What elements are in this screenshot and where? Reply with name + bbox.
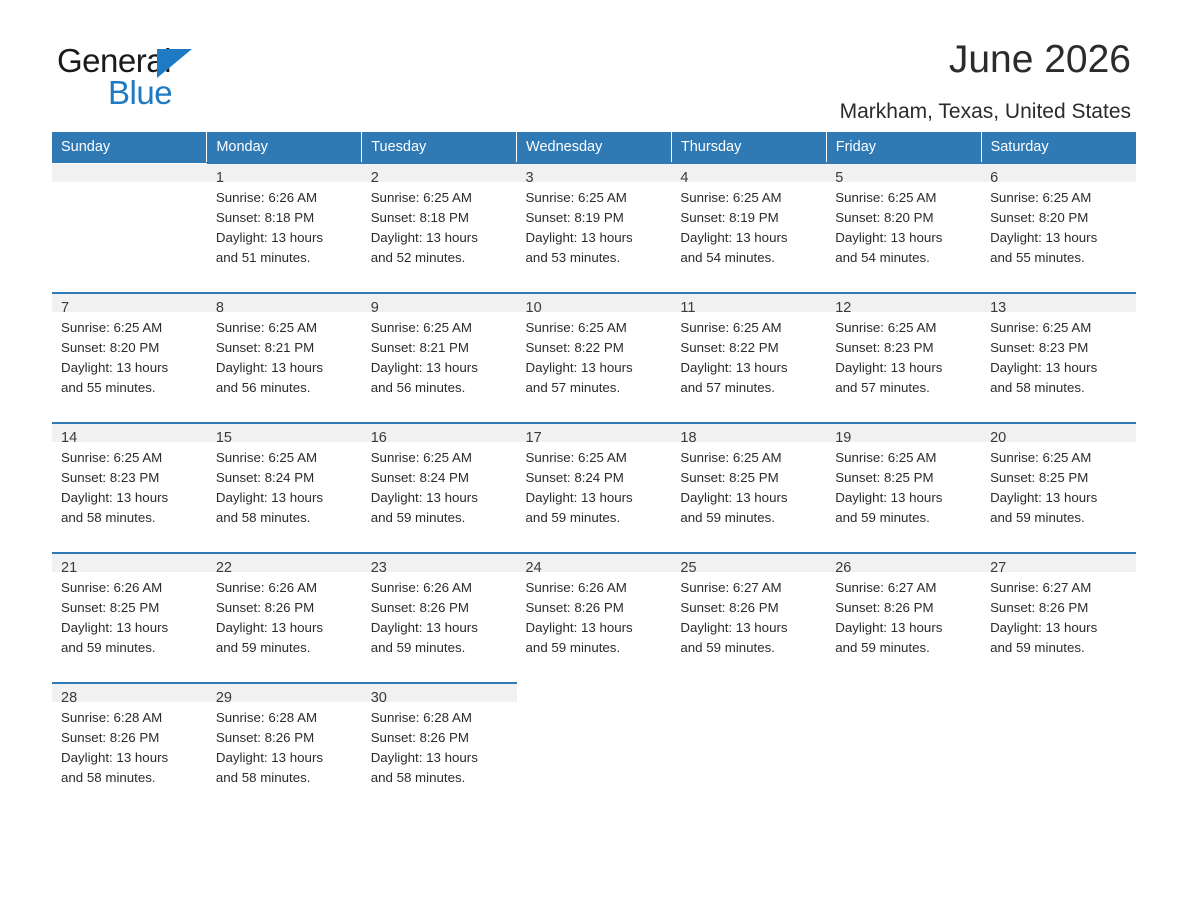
daylight-text: Daylight: 13 hours (370, 360, 478, 375)
weekday-header-sunday: Sunday (52, 132, 207, 163)
day-number: 5 (826, 164, 981, 182)
calendar-day-cell[interactable] (207, 293, 362, 412)
week-spacer-cell (52, 672, 1136, 683)
calendar-day-cell[interactable] (362, 163, 517, 282)
sunset-text: Sunset: 8:23 PM (61, 470, 160, 485)
sunrise-text: Sunrise: 6:28 AM (61, 710, 163, 725)
daylight-text: Daylight: 13 hours (215, 490, 324, 505)
calendar-day-cell[interactable] (362, 293, 517, 412)
sunrise-text: Sunrise: 6:25 AM (215, 450, 318, 465)
daylight-text-cont: and 59 minutes. (680, 640, 775, 655)
daylight-text-cont: and 59 minutes. (525, 510, 621, 525)
weekday-header-saturday: Saturday (981, 132, 1136, 163)
day-sun-info (207, 702, 362, 788)
sunset-text: Sunset: 8:26 PM (835, 600, 934, 615)
sunrise-text: Sunrise: 6:28 AM (370, 710, 472, 725)
daylight-text-cont: and 59 minutes. (370, 640, 466, 655)
sunset-text: Sunset: 8:23 PM (835, 340, 934, 355)
calendar-day-cell[interactable] (517, 293, 672, 412)
daylight-text-cont: and 56 minutes. (370, 380, 466, 395)
calendar-day-cell[interactable] (981, 293, 1136, 412)
calendar-day-cell[interactable] (671, 553, 826, 672)
generalblue-logo (57, 42, 317, 112)
daylight-text-cont: and 59 minutes. (525, 640, 621, 655)
daylight-text: Daylight: 13 hours (215, 750, 324, 765)
day-number: 26 (826, 554, 981, 572)
day-sun-info (362, 182, 517, 268)
day-sun-info (517, 442, 672, 528)
daylight-text-cont: and 59 minutes. (835, 510, 930, 525)
daylight-text: Daylight: 13 hours (990, 620, 1098, 635)
daylight-text: Daylight: 13 hours (61, 750, 169, 765)
day-number: 22 (207, 554, 362, 572)
calendar-day-cell[interactable] (517, 163, 672, 282)
day-number: 20 (981, 424, 1136, 442)
daylight-text: Daylight: 13 hours (61, 360, 169, 375)
day-sun-info (671, 312, 826, 398)
sunrise-text: Sunrise: 6:25 AM (835, 450, 937, 465)
daylight-text: Daylight: 13 hours (370, 620, 478, 635)
sunset-text: Sunset: 8:26 PM (215, 730, 315, 745)
calendar-week-row (52, 163, 1136, 282)
daylight-text-cont: and 59 minutes. (61, 640, 156, 655)
daylight-text-cont: and 51 minutes. (215, 250, 311, 265)
calendar-head (52, 132, 1136, 163)
week-spacer-cell (52, 542, 1136, 553)
weekday-header-friday: Friday (826, 132, 981, 163)
sunrise-text: Sunrise: 6:25 AM (835, 190, 937, 205)
day-sun-info (52, 442, 207, 528)
day-number (826, 684, 981, 702)
daylight-text: Daylight: 13 hours (990, 230, 1098, 245)
sunset-text: Sunset: 8:25 PM (990, 470, 1089, 485)
sunset-text: Sunset: 8:25 PM (680, 470, 779, 485)
daylight-text: Daylight: 13 hours (680, 230, 788, 245)
daylight-text: Daylight: 13 hours (990, 490, 1098, 505)
day-sun-info (362, 702, 517, 788)
sunrise-text: Sunrise: 6:28 AM (215, 710, 318, 725)
sunrise-text: Sunrise: 6:25 AM (835, 320, 937, 335)
calendar-day-cell[interactable] (207, 553, 362, 672)
calendar-body (52, 163, 1136, 802)
calendar-empty-cell (517, 683, 672, 802)
sunset-text: Sunset: 8:18 PM (215, 210, 315, 225)
daylight-text: Daylight: 13 hours (680, 620, 788, 635)
calendar-day-cell[interactable] (671, 163, 826, 282)
day-sun-info (517, 572, 672, 658)
day-sun-info (362, 312, 517, 398)
day-number: 8 (207, 294, 362, 312)
sunrise-text: Sunrise: 6:25 AM (370, 320, 472, 335)
calendar-day-cell[interactable] (981, 423, 1136, 542)
daylight-text: Daylight: 13 hours (61, 620, 169, 635)
day-sun-info (981, 572, 1136, 658)
daylight-text-cont: and 57 minutes. (835, 380, 930, 395)
sunrise-text: Sunrise: 6:25 AM (370, 450, 472, 465)
day-number: 2 (362, 164, 517, 182)
weekday-header-thursday: Thursday (671, 132, 826, 163)
sunset-text: Sunset: 8:21 PM (215, 340, 315, 355)
day-sun-info (981, 312, 1136, 398)
day-number: 15 (207, 424, 362, 442)
calendar-day-cell[interactable] (981, 163, 1136, 282)
day-number: 7 (52, 294, 207, 312)
calendar-day-cell[interactable] (207, 683, 362, 802)
daylight-text-cont: and 55 minutes. (61, 380, 156, 395)
sunset-text: Sunset: 8:20 PM (990, 210, 1089, 225)
calendar-empty-cell (981, 683, 1136, 802)
calendar-day-cell[interactable] (52, 553, 207, 672)
day-sun-info (671, 182, 826, 268)
calendar-empty-cell (671, 683, 826, 802)
sunset-text: Sunset: 8:20 PM (835, 210, 934, 225)
day-number: 14 (52, 424, 207, 442)
sunset-text: Sunset: 8:26 PM (525, 600, 624, 615)
logo-text-general: General (57, 42, 171, 79)
daylight-text-cont: and 58 minutes. (215, 770, 311, 785)
calendar-day-cell[interactable] (362, 683, 517, 802)
day-sun-info (671, 442, 826, 528)
daylight-text: Daylight: 13 hours (835, 360, 943, 375)
day-number: 1 (207, 164, 362, 182)
calendar-day-cell[interactable] (981, 553, 1136, 672)
sunset-text: Sunset: 8:19 PM (680, 210, 779, 225)
day-number: 24 (517, 554, 672, 572)
sunrise-text: Sunrise: 6:25 AM (525, 450, 627, 465)
logo-text-blue: Blue (108, 74, 173, 111)
calendar-table (52, 132, 1136, 802)
calendar-week-row (52, 423, 1136, 542)
day-sun-info (517, 182, 672, 268)
daylight-text: Daylight: 13 hours (215, 360, 324, 375)
day-number (517, 684, 672, 702)
day-number: 21 (52, 554, 207, 572)
weekday-header-row (52, 132, 1136, 163)
sunset-text: Sunset: 8:22 PM (680, 340, 779, 355)
week-spacer (52, 282, 1136, 293)
week-spacer-cell (52, 412, 1136, 423)
calendar-day-cell[interactable] (671, 423, 826, 542)
daylight-text: Daylight: 13 hours (525, 230, 633, 245)
daylight-text: Daylight: 13 hours (680, 490, 788, 505)
sunset-text: Sunset: 8:22 PM (525, 340, 624, 355)
week-spacer (52, 542, 1136, 553)
day-number: 16 (362, 424, 517, 442)
day-number: 3 (517, 164, 672, 182)
day-sun-info (362, 572, 517, 658)
sunset-text: Sunset: 8:26 PM (370, 730, 469, 745)
calendar-day-cell[interactable] (207, 423, 362, 542)
day-sun-info (671, 572, 826, 658)
sunset-text: Sunset: 8:21 PM (370, 340, 469, 355)
sunset-text: Sunset: 8:25 PM (61, 600, 160, 615)
week-spacer (52, 672, 1136, 683)
day-number: 18 (671, 424, 826, 442)
day-sun-info (207, 182, 362, 268)
day-number: 19 (826, 424, 981, 442)
daylight-text-cont: and 52 minutes. (370, 250, 466, 265)
sunset-text: Sunset: 8:26 PM (215, 600, 315, 615)
weekday-header-wednesday: Wednesday (517, 132, 672, 163)
day-sun-info (981, 442, 1136, 528)
daylight-text-cont: and 58 minutes. (61, 770, 156, 785)
daylight-text: Daylight: 13 hours (370, 490, 478, 505)
sunrise-text: Sunrise: 6:25 AM (525, 320, 627, 335)
day-number (52, 164, 207, 182)
page-title: June 2026 (948, 38, 1131, 81)
sunrise-text: Sunrise: 6:25 AM (680, 450, 782, 465)
sunset-text: Sunset: 8:19 PM (525, 210, 624, 225)
daylight-text-cont: and 54 minutes. (835, 250, 930, 265)
calendar-day-cell[interactable] (362, 423, 517, 542)
weekday-header-monday: Monday (207, 132, 362, 163)
daylight-text: Daylight: 13 hours (370, 230, 478, 245)
sunrise-text: Sunrise: 6:25 AM (680, 320, 782, 335)
calendar-empty-cell (52, 163, 207, 282)
daylight-text-cont: and 56 minutes. (215, 380, 311, 395)
daylight-text: Daylight: 13 hours (215, 230, 324, 245)
day-number (671, 684, 826, 702)
daylight-text: Daylight: 13 hours (835, 490, 943, 505)
day-sun-info (362, 442, 517, 528)
daylight-text: Daylight: 13 hours (835, 230, 943, 245)
sunset-text: Sunset: 8:26 PM (61, 730, 160, 745)
daylight-text-cont: and 58 minutes. (61, 510, 156, 525)
sunrise-text: Sunrise: 6:26 AM (370, 580, 472, 595)
sunrise-text: Sunrise: 6:25 AM (370, 190, 472, 205)
daylight-text-cont: and 59 minutes. (990, 640, 1085, 655)
sunrise-text: Sunrise: 6:25 AM (680, 190, 782, 205)
sunset-text: Sunset: 8:23 PM (990, 340, 1089, 355)
sunset-text: Sunset: 8:26 PM (370, 600, 469, 615)
sunset-text: Sunset: 8:24 PM (370, 470, 469, 485)
sunrise-text: Sunrise: 6:25 AM (990, 320, 1092, 335)
day-sun-info (826, 572, 981, 658)
sunrise-text: Sunrise: 6:26 AM (525, 580, 627, 595)
day-number: 10 (517, 294, 672, 312)
daylight-text: Daylight: 13 hours (990, 360, 1098, 375)
calendar-day-cell[interactable] (362, 553, 517, 672)
calendar-day-cell[interactable] (517, 423, 672, 542)
weekday-header-tuesday: Tuesday (362, 132, 517, 163)
sunrise-text: Sunrise: 6:25 AM (990, 190, 1092, 205)
sunrise-text: Sunrise: 6:26 AM (215, 580, 318, 595)
daylight-text: Daylight: 13 hours (525, 490, 633, 505)
sunrise-text: Sunrise: 6:25 AM (990, 450, 1092, 465)
day-number: 6 (981, 164, 1136, 182)
week-spacer (52, 412, 1136, 423)
daylight-text: Daylight: 13 hours (61, 490, 169, 505)
calendar-week-row (52, 553, 1136, 672)
sunrise-text: Sunrise: 6:26 AM (61, 580, 163, 595)
daylight-text-cont: and 55 minutes. (990, 250, 1085, 265)
day-number: 17 (517, 424, 672, 442)
calendar-day-cell[interactable] (52, 293, 207, 412)
sunset-text: Sunset: 8:20 PM (61, 340, 160, 355)
day-sun-info (207, 442, 362, 528)
day-sun-info (826, 312, 981, 398)
sunrise-text: Sunrise: 6:25 AM (61, 450, 163, 465)
daylight-text-cont: and 58 minutes. (370, 770, 466, 785)
daylight-text-cont: and 59 minutes. (680, 510, 775, 525)
calendar-day-cell[interactable] (671, 293, 826, 412)
daylight-text-cont: and 58 minutes. (215, 510, 311, 525)
day-number: 27 (981, 554, 1136, 572)
day-number: 13 (981, 294, 1136, 312)
calendar-day-cell[interactable] (826, 423, 981, 542)
week-spacer-cell (52, 282, 1136, 293)
daylight-text: Daylight: 13 hours (835, 620, 943, 635)
day-sun-info (52, 702, 207, 788)
sunrise-text: Sunrise: 6:27 AM (680, 580, 782, 595)
daylight-text-cont: and 53 minutes. (525, 250, 621, 265)
location-subtitle: Markham, Texas, United States (839, 100, 1131, 123)
daylight-text: Daylight: 13 hours (215, 620, 324, 635)
daylight-text: Daylight: 13 hours (370, 750, 478, 765)
daylight-text-cont: and 57 minutes. (680, 380, 775, 395)
day-sun-info (52, 572, 207, 658)
calendar-week-row (52, 293, 1136, 412)
day-sun-info (52, 312, 207, 398)
day-sun-info (826, 182, 981, 268)
calendar-day-cell[interactable] (207, 163, 362, 282)
day-number: 11 (671, 294, 826, 312)
day-number: 12 (826, 294, 981, 312)
daylight-text: Daylight: 13 hours (525, 360, 633, 375)
sunset-text: Sunset: 8:24 PM (215, 470, 315, 485)
day-number: 23 (362, 554, 517, 572)
daylight-text-cont: and 59 minutes. (990, 510, 1085, 525)
sunrise-text: Sunrise: 6:27 AM (835, 580, 937, 595)
day-sun-info (207, 572, 362, 658)
day-number: 9 (362, 294, 517, 312)
day-number: 4 (671, 164, 826, 182)
daylight-text-cont: and 54 minutes. (680, 250, 775, 265)
sunset-text: Sunset: 8:24 PM (525, 470, 624, 485)
daylight-text-cont: and 59 minutes. (370, 510, 466, 525)
day-number: 28 (52, 684, 207, 702)
day-sun-info (826, 442, 981, 528)
calendar-empty-cell (826, 683, 981, 802)
sunset-text: Sunset: 8:18 PM (370, 210, 469, 225)
day-sun-info (517, 312, 672, 398)
daylight-text: Daylight: 13 hours (680, 360, 788, 375)
calendar-day-cell[interactable] (826, 553, 981, 672)
daylight-text-cont: and 57 minutes. (525, 380, 621, 395)
calendar-week-row (52, 683, 1136, 802)
sunrise-text: Sunrise: 6:27 AM (990, 580, 1092, 595)
calendar-day-cell[interactable] (826, 293, 981, 412)
day-sun-info (207, 312, 362, 398)
sunset-text: Sunset: 8:26 PM (680, 600, 779, 615)
day-number (981, 684, 1136, 702)
daylight-text-cont: and 59 minutes. (835, 640, 930, 655)
sunrise-text: Sunrise: 6:25 AM (61, 320, 163, 335)
sunset-text: Sunset: 8:26 PM (990, 600, 1089, 615)
calendar-day-cell[interactable] (52, 683, 207, 802)
daylight-text-cont: and 58 minutes. (990, 380, 1085, 395)
daylight-text: Daylight: 13 hours (525, 620, 633, 635)
day-number: 30 (362, 684, 517, 702)
calendar-day-cell[interactable] (826, 163, 981, 282)
calendar-day-cell[interactable] (52, 423, 207, 542)
calendar-day-cell[interactable] (517, 553, 672, 672)
sunrise-text: Sunrise: 6:25 AM (525, 190, 627, 205)
sunset-text: Sunset: 8:25 PM (835, 470, 934, 485)
page-header (52, 0, 1136, 123)
day-number: 25 (671, 554, 826, 572)
daylight-text-cont: and 59 minutes. (215, 640, 311, 655)
sunrise-text: Sunrise: 6:26 AM (215, 190, 318, 205)
sunrise-text: Sunrise: 6:25 AM (215, 320, 318, 335)
day-number: 29 (207, 684, 362, 702)
day-sun-info (981, 182, 1136, 268)
